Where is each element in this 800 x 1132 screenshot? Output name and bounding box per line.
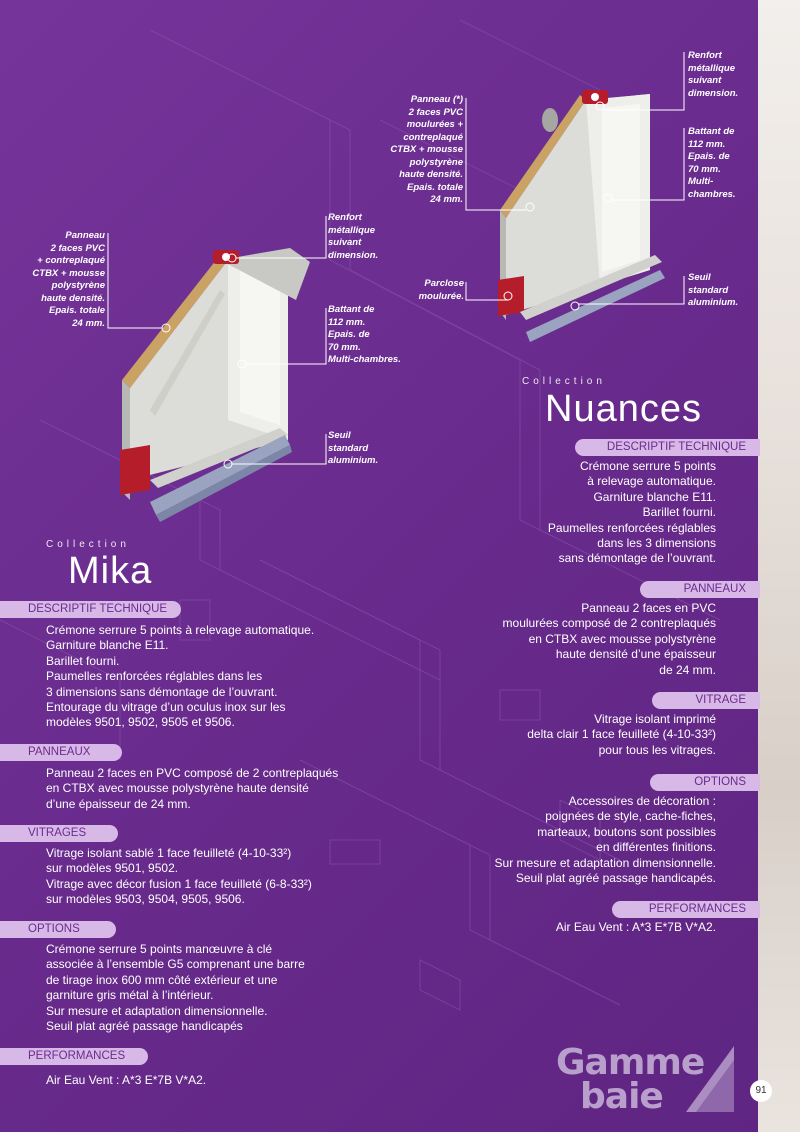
mika-callout-seuil: Seuil standard aluminium. bbox=[328, 430, 379, 466]
mika-door-section-illustration bbox=[110, 230, 350, 530]
mika-callout-renfort: Renfort métallique suivant dimension. bbox=[328, 212, 379, 261]
nuances-descriptif-text: Crémone serrure 5 points à relevage automatique. Garniture blanche E11. Barillet fourni. Paumelles renforcées réglables dans les 3 dimensions sans démontage de l’ouvrant. bbox=[547, 459, 716, 566]
nuances-title: Nuances bbox=[545, 388, 702, 430]
side-photo-strip bbox=[758, 0, 800, 1132]
nuances-callout-panneau: Panneau (*) 2 faces PVC moulurées + contreplaqué CTBX + mousse polystyrène haute densité. Epais. totale 24 mm. bbox=[390, 94, 463, 205]
nuances-panneaux-text: Panneau 2 faces en PVC moulurées composé de 2 contreplaqués en CTBX avec mousse polystyrène haute densité d’une épaisseur de 24 mm. bbox=[502, 601, 716, 677]
mika-tab-performances: PERFORMANCES bbox=[0, 1048, 148, 1065]
mika-callout-battant: Battant de 112 mm. Epais. de 70 mm. Multi-chambres. bbox=[328, 304, 401, 365]
nuances-callout-battant: Battant de 112 mm. Epais. de 70 mm. Multi- chambres. bbox=[688, 126, 736, 200]
nuances-callout-renfort: Renfort métallique suivant dimension. bbox=[688, 50, 739, 99]
mika-options-text: Crémone serrure 5 points manœuvre à clé associée à l’ensemble G5 comprenant une barre de tirage inox 600 mm côté extérieur et une garniture gris métal à l’intérieur. Sur mesure et adaptation dimensionnelle. Seuil plat agréé passage handicapés bbox=[46, 942, 305, 1034]
mika-performances-text: Air Eau Vent : A*3 E*7B V*A2. bbox=[46, 1073, 207, 1087]
nuances-callout-seuil: Seuil standard aluminium. bbox=[688, 272, 739, 308]
nuances-callout-parclose: Parclose moulurée. bbox=[418, 278, 464, 302]
nuances-tab-panneaux: PANNEAUX bbox=[640, 581, 760, 598]
mika-tab-vitrages: VITRAGES bbox=[0, 825, 118, 842]
mika-vitrages-text: Vitrage isolant sablé 1 face feuilleté (4-10-33²) sur modèles 9501, 9502. Vitrage avec décor fusion 1 face feuilleté (6-8-33²) sur modèles 9503, 9504, 9505, 9506. bbox=[46, 846, 312, 907]
mika-tab-panneaux: PANNEAUX bbox=[0, 744, 122, 761]
nuances-door-section-illustration bbox=[490, 80, 690, 350]
nuances-performances-text: Air Eau Vent : A*3 E*7B V*A2. bbox=[555, 920, 716, 934]
gamme-baie-logo bbox=[556, 1042, 746, 1116]
mika-panneaux-text: Panneau 2 faces en PVC composé de 2 contreplaqués en CTBX avec mousse polystyrène haute densité d’une épaisseur de 24 mm. bbox=[46, 766, 339, 811]
nuances-options-text: Accessoires de décoration : poignées de style, cache-fiches, marteaux, boutons sont possibles en différentes finitions. Sur mesure et adaptation dimensionnelle. Seuil plat agréé passage handicapés. bbox=[494, 794, 716, 886]
nuances-tab-performances: PERFORMANCES bbox=[612, 901, 760, 918]
mika-tab-options: OPTIONS bbox=[0, 921, 116, 938]
nuances-vitrage-text: Vitrage isolant imprimé delta clair 1 face feuilleté (4-10-33²) pour tous les vitrages. bbox=[527, 712, 716, 757]
logo-word-gamme: Gamme bbox=[556, 1042, 705, 1083]
mika-title: Mika bbox=[68, 550, 153, 592]
nuances-tab-options: OPTIONS bbox=[650, 774, 760, 791]
nuances-tab-descriptif: DESCRIPTIF TECHNIQUE bbox=[575, 439, 760, 456]
mika-descriptif-text: Crémone serrure 5 points à relevage automatique. Garniture blanche E11. Barillet fourni. Paumelles renforcées réglables dans les 3 dimensions sans démontage de l’ouvrant. Entourage du vitrage d’un oculus inox sur les modèles 9501, 9502, 9505 et 9506. bbox=[46, 623, 315, 730]
mika-collection-label: Collection bbox=[46, 539, 130, 550]
nuances-tab-vitrage: VITRAGE bbox=[652, 692, 760, 709]
nuances-collection-label: Collection bbox=[522, 376, 606, 387]
mika-callout-panneau: Panneau 2 faces PVC + contreplaqué CTBX + mousse polystyrène haute densité. Epais. totale 24 mm. bbox=[32, 230, 105, 329]
page-number: 91 bbox=[750, 1080, 772, 1102]
logo-word-baie: baie bbox=[580, 1076, 663, 1117]
mika-tab-descriptif: DESCRIPTIF TECHNIQUE bbox=[0, 601, 181, 618]
